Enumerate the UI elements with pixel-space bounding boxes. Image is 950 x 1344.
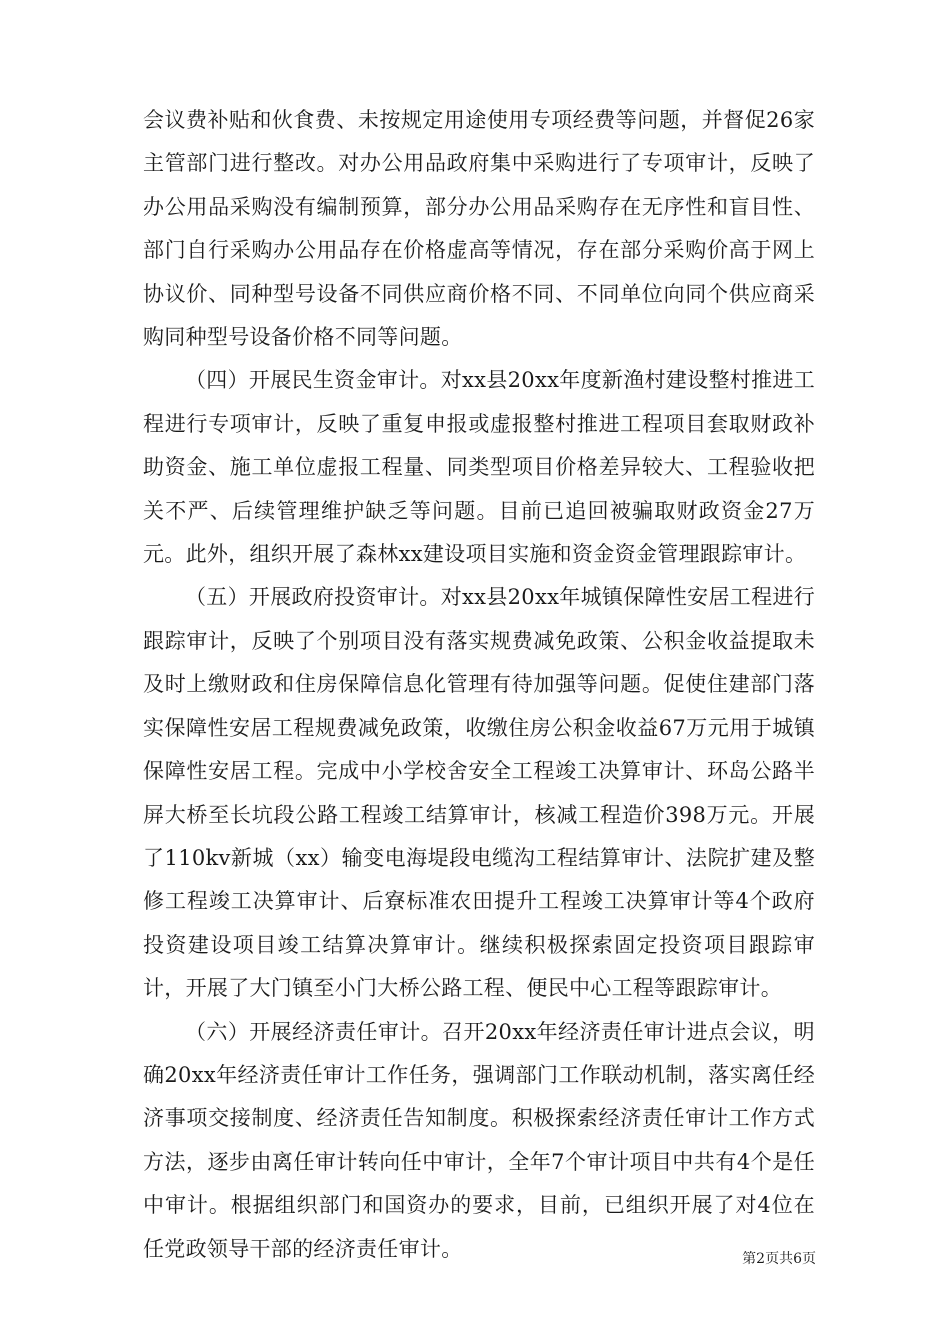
page-number-footer: 第2页共6页	[742, 1251, 816, 1267]
paragraph-economic-responsibility-audit: （六）开展经济责任审计。召开20xx年经济责任审计进点会议，明确20xx年经济责任审计工作任务，强调部门工作联动机制，落实离任经济事项交接制度、经济责任告知制度。积极探索经济责任审计工作方式方法，逐步由离任审计转向任中审计，全年7个审计项目中共有4个是任中审计。根据组织部门和国资办的要求，目前，已组织开展了对4位在任党政领导干部的经济责任审计。	[143, 1019, 815, 1261]
paragraph-government-investment-audit: （五）开展政府投资审计。对xx县20xx年城镇保障性安居工程进行跟踪审计，反映了个别项目没有落实规费减免政策、公积金收益提取未及时上缴财政和住房保障信息化管理有待加强等问题。促使住建部门落实保障性安居工程规费减免政策，收缴住房公积金收益67万元用于城镇保障性安居工程。完成中小学校舍安全工程竣工决算审计、环岛公路半屏大桥至长坑段公路工程竣工结算审计，核减工程造价398万元。开展了110kv新城（xx）输变电海堤段电缆沟工程结算审计、法院扩建及整修工程竣工决算审计、后寮标准农田提升工程竣工决算审计等4个政府投资建设项目竣工结算决算审计。继续积极探索固定投资项目跟踪审计，开展了大门镇至小门大桥公路工程、便民中心工程等跟踪审计。	[143, 585, 815, 1001]
paragraph-livelihood-funds-audit: （四）开展民生资金审计。对xx县20xx年度新渔村建设整村推进工程进行专项审计，反映了重复申报或虚报整村推进工程项目套取财政补助资金、施工单位虚报工程量、同类型项目价格差异较大、工程验收把关不严、后续管理维护缺乏等问题。目前已追回被骗取财政资金27万元。此外，组织开展了森林xx建设项目实施和资金资金管理跟踪审计。	[143, 368, 815, 567]
paragraph-procurement-audit: 会议费补贴和伙食费、未按规定用途使用专项经费等问题，并督促26家主管部门进行整改。对办公用品政府集中采购进行了专项审计，反映了办公用品采购没有编制预算，部分办公用品采购存在无序性和盲目性、部门自行采购办公用品存在价格虚高等情况，存在部分采购价高于网上协议价、同种型号设备不同供应商价格不同、不同单位向同个供应商采购同种型号设备价格不同等问题。	[143, 108, 815, 350]
document-body	[143, 99, 815, 1271]
